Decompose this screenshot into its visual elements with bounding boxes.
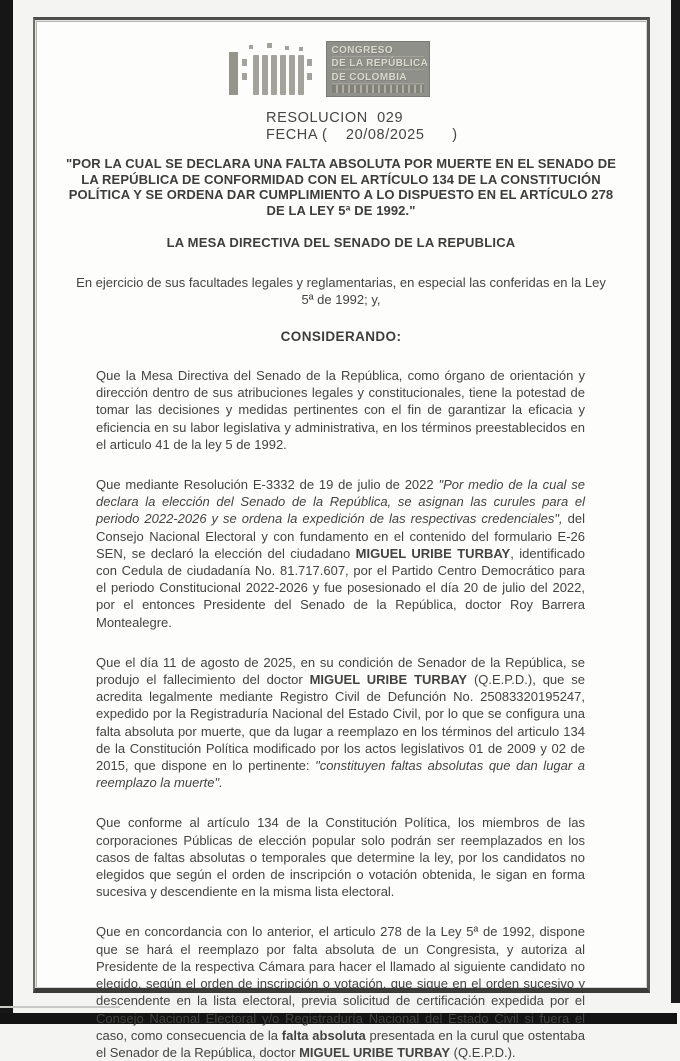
logo-line-1: CONGRESO [332, 45, 424, 57]
congress-logo [23, 41, 635, 101]
scan-edge-right [671, 0, 680, 1003]
resolution-number-line: RESOLUCION 029 [266, 110, 404, 126]
logo-line-3: DE COLOMBIA [332, 72, 424, 84]
resolution-date-line: FECHA ( 20/08/2025 ) [266, 127, 458, 143]
considerando-paragraph-5: Que en concordancia con lo anterior, el articulo 278 de la Ley 5ª de 1992, dispone que se hará el reemplazo por falta absoluta de un Congresista, y autoriza al Presidente de la respectiva Cámara para hacer el llamado al siguiente candidato no elegido, según el orden de inscripción o votación, que sigue en el orden sucesivo y descendente en la lista electoral, previa solicitud de certificación expedida por el Consejo Nacional Electoral y/o Registraduría Nacional del Estado Civil si fuera el caso, como consecuencia de la falta absoluta presentada en la curul que ostentaba el Senador de la República, doctor MIGUEL URIBE TURBAY (Q.E.P.D.). [96, 924, 585, 1060]
considerando-heading: CONSIDERANDO: [280, 329, 402, 344]
congress-columns-icon [229, 41, 315, 99]
scan-edge-left [0, 0, 13, 1018]
considerando-paragraph-1: Que la Mesa Directiva del Senado de la República, como órgano de orientación y dirección dentro de sus atribuciones legales y constitucionales, tiene la potestad de tomar las decisiones y medidas pertinentes con el fin de garantizar la eficacia y eficiencia en su labor legislativa y administrativa, en los términos preestablecidos en el articulo 41 de la ley 5 de 1992. [96, 368, 585, 452]
considerando-paragraph-2: Que mediante Resolución E-3332 de 19 de julio de 2022 "Por medio de la cual se declara la elección del Senado de la República, se asignan las curules para el periodo 2022-2026 y se ordena la expedición de las respectivas credenciales", del Consejo Nacional Electoral y con fundamento en el contenido del formulario E-26 SEN, se declaró la elección del ciudadano MIGUEL URIBE TURBAY, identificado con Cedula de ciudadanía No. 81.717.607, por el Partido Centro Democrático para el periodo Constitucional 2022-2026 y fue posesionado el día 20 de julio del 2022, por el entonces Presidente del Senado de la República, doctor Roy Barrera Montealegre. [96, 477, 585, 630]
document-page [33, 17, 650, 1060]
logo-tagline-illegible [332, 85, 424, 93]
logo-line-2: DE LA REPÚBLICA [331, 58, 429, 70]
issuing-body-heading: LA MESA DIRECTIVA DEL SENADO DE LA REPUBLICA [166, 235, 516, 250]
preamble-text: En ejercicio de sus facultades legales y reglamentarias, en especial las conferidas en la Ley 5ª de 1992; y, [76, 275, 606, 307]
considerando-paragraph-4: Que conforme al artículo 134 de la Constitución Política, los miembros de las corporaciones Públicas de elección popular solo podrán ser reemplazados en los casos de faltas absolutas o temporales que determine la ley, por los candidatos no elegidos que según el orden de inscripción o votación obtenida, le sigan en forma sucesiva y descendiente en la misma lista electoral. [96, 815, 585, 900]
resolution-stamp [266, 110, 647, 144]
congress-logo-box [326, 41, 430, 97]
resolution-title: "POR LA CUAL SE DECLARA UNA FALTA ABSOLUTA POR MUERTE EN EL SENADO DE LA REPÚBLICA DE CONFORMIDAD CON EL ARTÍCULO 134 DE LA CONSTITUCIÓN POLÍTICA Y SE ORDENA DAR CUMPLIMIENTO A LO DISPUESTO EN EL ARTÍCULO 278 DE LA LEY 5ª DE 1992." [66, 156, 616, 218]
considerando-paragraph-3: Que el día 11 de agosto de 2025, en su condición de Senador de la República, se produjo el fallecimiento del doctor MIGUEL URIBE TURBAY (Q.E.P.D.), que se acredita legalmente mediante Registro Civil de Defunción No. 25083320195247, expedido por la Registraduría Nacional del Estado Civil, por lo que se configura una falta absoluta por muerte, que da lugar a reemplazo en los términos del articulo 134 de la Constitución Política modificado por los actos legislativos 01 de 2009 y 02 de 2015, que dispone en lo pertinente: "constituyen faltas absolutas que dan lugar a reemplazo la muerte". [96, 654, 585, 791]
